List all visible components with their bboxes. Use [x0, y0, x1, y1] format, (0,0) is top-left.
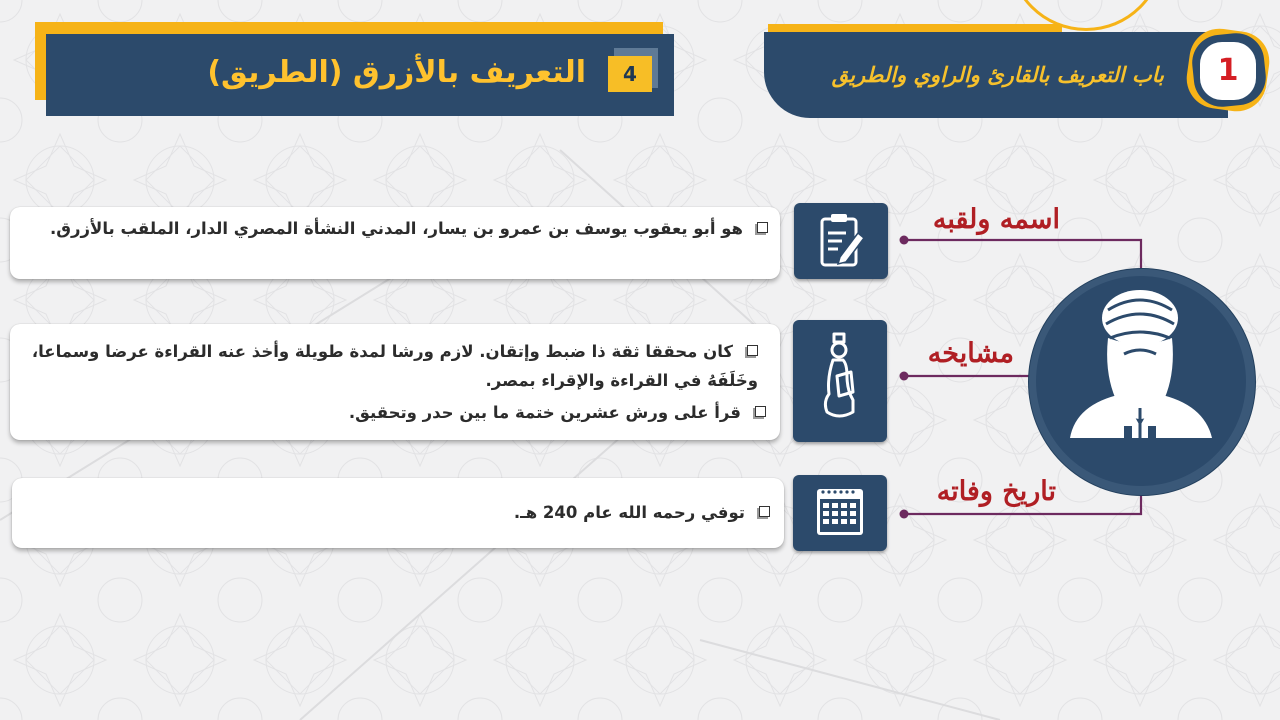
label-teachers: مشايخه [927, 338, 1014, 369]
section-number-badge [608, 52, 658, 96]
bullet-text: قرأ على ورش عشرين ختمة ما بين حدر وتحقيق. [348, 403, 741, 422]
label-name-title: اسمه ولقبه [932, 204, 1060, 235]
calendar-icon [793, 475, 887, 551]
section-number: 4 [608, 56, 652, 92]
clipboard-edit-icon [794, 203, 888, 279]
chapter-number: 1 [1200, 42, 1256, 100]
bullet-name-title [12, 214, 768, 243]
checkbox-bullet-icon [755, 406, 766, 417]
info-card-teachers [10, 324, 780, 440]
reader-icon [793, 320, 887, 442]
bullet-text: توفي رحمه الله عام 240 هـ. [513, 503, 745, 522]
bullet-text: هو أبو يعقوب يوسف بن عمرو بن يسار، المدني النشأة المصري الدار، الملقب بالأزرق. [50, 219, 743, 238]
checkbox-bullet-icon [757, 222, 768, 233]
info-card-death [12, 478, 784, 548]
checkbox-bullet-icon [759, 506, 770, 517]
chapter-title: باب التعريف بالقارئ والراوي والطريق [831, 62, 1164, 87]
bullet-teachers-2 [26, 398, 766, 427]
label-death-date: تاريخ وفاته [936, 476, 1056, 507]
checkbox-bullet-icon [747, 345, 758, 356]
icon-tile-teachers [793, 320, 887, 442]
bullet-teachers-1 [18, 337, 758, 395]
avatar [1036, 276, 1246, 486]
icon-tile-death [793, 475, 887, 551]
info-card-name [10, 207, 780, 279]
scholar-avatar-icon [1036, 276, 1246, 486]
bullet-death [30, 498, 770, 527]
bullet-text: كان محققا ثقة ذا ضبط وإتقان. لازم ورشا لمدة طويلة وأخذ عنه القراءة عرضا وسماعا، وخَلَفَهُ في القراءة والإقراء بمصر. [31, 342, 758, 390]
icon-tile-name [794, 203, 888, 279]
section-title: التعريف بالأزرق (الطريق) [207, 55, 586, 90]
